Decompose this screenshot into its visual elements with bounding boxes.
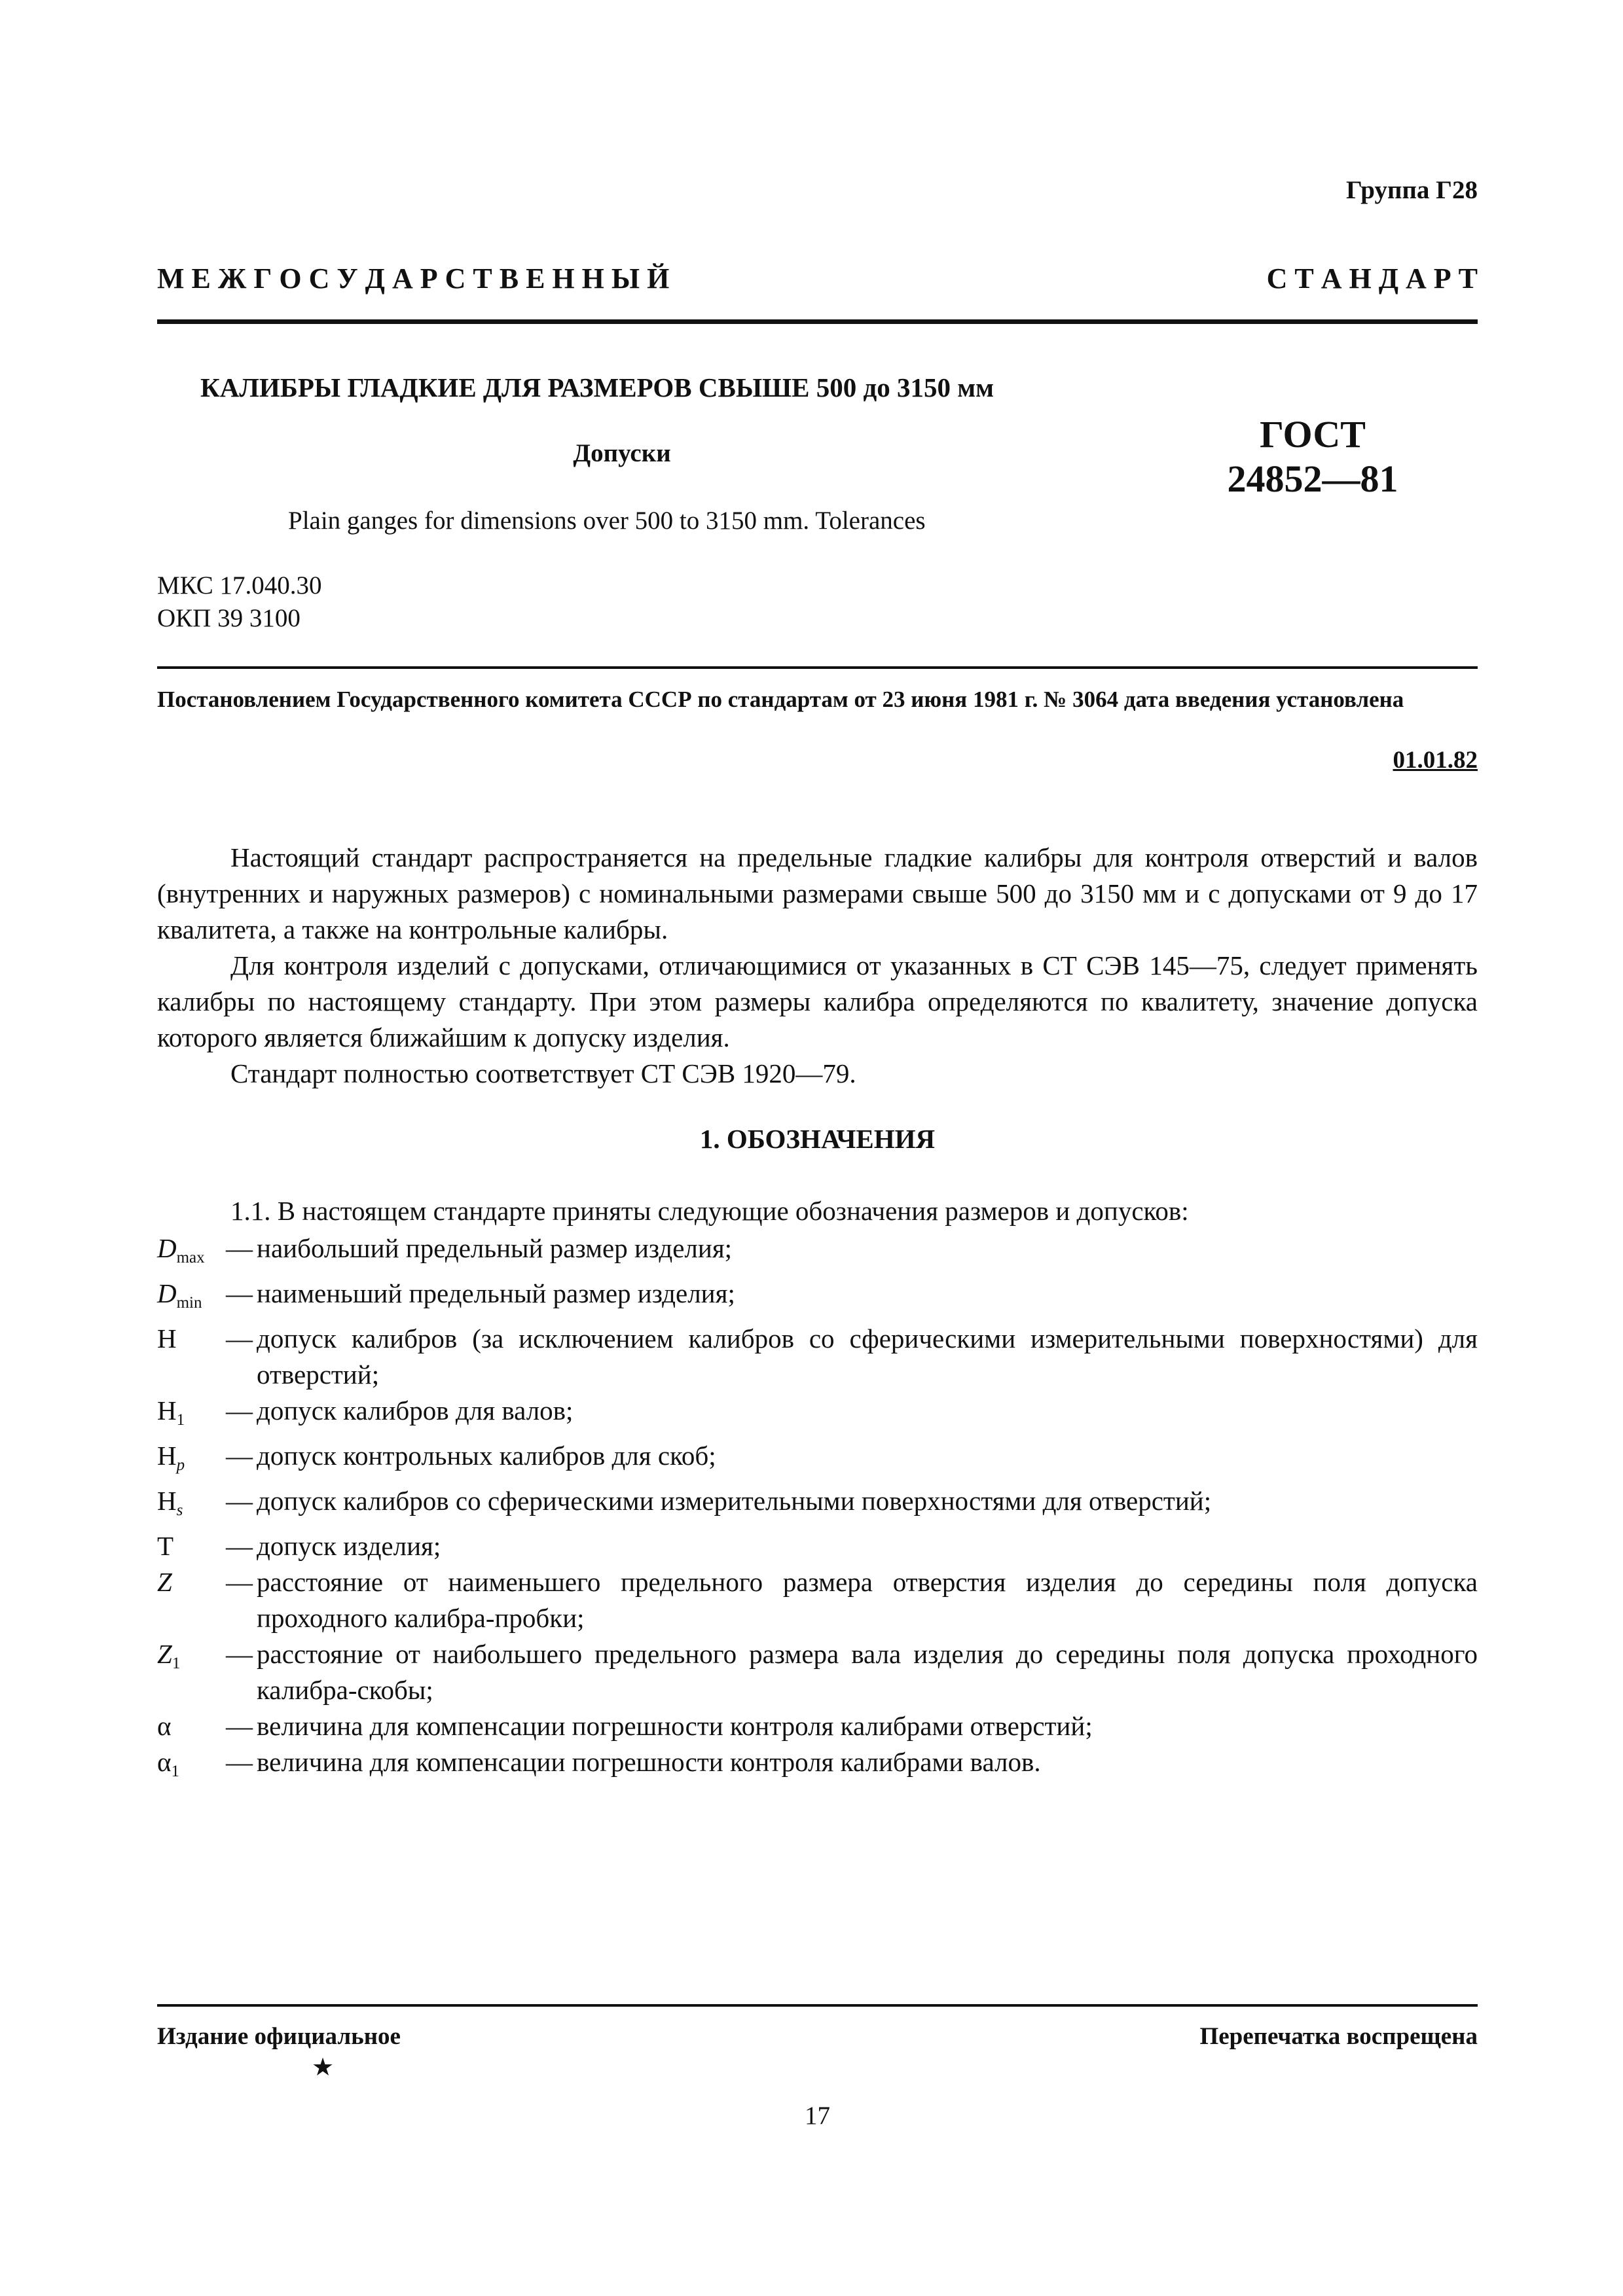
definition-item (157, 1230, 1478, 1276)
definition-symbol: H (157, 1323, 177, 1354)
footer-rule (157, 2004, 1478, 2007)
definition-item (157, 1636, 1478, 1708)
definition-dash: — (226, 1395, 253, 1426)
decree-text: Постановлением Государственного комитета СССР по стандартам от 23 июня 1981 г. № 3064 дата введения установлена (157, 687, 1404, 712)
gost-label: ГОСТ (1260, 413, 1366, 456)
gost-designation (1172, 412, 1453, 501)
star-icon: ★ (312, 2054, 335, 2081)
intro-paragraph-1: Настоящий стандарт распространяется на предельные гладкие калибры для контроля отверстий и валов (внутренних и наружных размеров) с номинальными размерами свыше 500 до 3150 мм и с допусками от 9 до 17 квалитета, а также на контрольные калибры. (157, 842, 1478, 944)
definition-item (157, 1564, 1478, 1636)
definition-text: наибольший предельный размер изделия; (257, 1233, 733, 1263)
definition-item (157, 1321, 1478, 1393)
definition-item (157, 1393, 1478, 1438)
definition-symbol: $H_s$ (157, 1486, 183, 1519)
official-edition: Издание официальное (157, 2023, 401, 2050)
banner-word-standard: С Т А Н Д А Р Т (1266, 262, 1478, 295)
english-title: Plain ganges for dimensions over 500 to 3150 mm. Tolerances (288, 507, 926, 535)
definition-item (157, 1744, 1478, 1789)
definition-text: расстояние от наименьшего предельного размера отверстия изделия до середины поля допуска проходного калибра-пробки; (257, 1567, 1478, 1633)
definition-symbol: $D_{min}$ (157, 1278, 202, 1312)
definition-text: допуск калибров (за исключением калибров со сферическими измерительными поверхностями) для отверстий; (257, 1323, 1478, 1390)
definition-text: наименьший предельный размер изделия; (257, 1278, 735, 1308)
document-title: КАЛИБРЫ ГЛАДКИЕ ДЛЯ РАЗМЕРОВ СВЫШЕ 500 до 3150 мм (200, 372, 994, 403)
intro-paragraph-2: Для контроля изделий с допусками, отличающимися от указанных в СТ СЭВ 145—75, следует применять калибры по настоящему стандарту. При этом размеры калибра определяются по квалитету, значение допуска которого является ближайшим к допуску изделия. (157, 950, 1478, 1052)
definition-item (157, 1483, 1478, 1528)
definition-dash: — (226, 1711, 253, 1741)
introduction-section (157, 840, 1478, 1092)
decree-rule (157, 666, 1478, 669)
group-code: Группа Г28 (1345, 176, 1478, 204)
banner-word-interstate: М Е Ж Г О С У Д А Р С Т В Е Н Н Ы Й (157, 262, 670, 295)
definition-dash: — (226, 1747, 253, 1777)
page-number: 17 (805, 2102, 830, 2130)
document-subtitle: Допуски (573, 439, 671, 467)
definition-text: допуск калибров для валов; (257, 1395, 574, 1426)
header-rule (157, 319, 1478, 324)
definition-symbol: α (157, 1711, 172, 1741)
definition-symbol: $H_1$ (157, 1395, 185, 1429)
interstate-standard-banner (157, 262, 1478, 295)
introduction-date: 01.01.82 (1393, 747, 1478, 774)
definition-text: величина для компенсации погрешности контроля калибрами отверстий; (257, 1711, 1093, 1741)
definition-dash: — (226, 1486, 253, 1516)
definitions-list (157, 1230, 1478, 1789)
definition-item (157, 1438, 1478, 1483)
definition-dash: — (226, 1441, 253, 1471)
mks-code: МКС 17.040.30 (157, 571, 322, 600)
definition-dash: — (226, 1323, 253, 1354)
definition-symbol: $D_{max}$ (157, 1233, 205, 1266)
definition-dash: — (226, 1233, 253, 1263)
reprint-prohibited: Перепечатка воспрещена (1199, 2023, 1478, 2050)
definition-dash: — (226, 1531, 253, 1561)
definition-symbol: $Z_1$ (157, 1639, 181, 1672)
definition-symbol: $H_p$ (157, 1441, 185, 1474)
definition-dash: — (226, 1567, 253, 1597)
definition-item (157, 1528, 1478, 1564)
okp-code: ОКП 39 3100 (157, 604, 301, 632)
section-lead: 1.1. В настоящем стандарте приняты следующие обозначения размеров и допусков: (230, 1196, 1189, 1226)
definition-item (157, 1276, 1478, 1321)
classification-codes (157, 569, 321, 635)
section-heading: 1. ОБОЗНАЧЕНИЯ (699, 1124, 936, 1154)
definition-symbol: Z (157, 1567, 172, 1597)
definition-dash: — (226, 1278, 253, 1308)
definition-text: допуск контрольных калибров для скоб; (257, 1441, 716, 1471)
definition-item (157, 1708, 1478, 1744)
definition-text: допуск изделия; (257, 1531, 441, 1561)
gost-number: 24852—81 (1227, 457, 1398, 500)
definition-symbol: $\alpha_1$ (157, 1747, 179, 1780)
definition-dash: — (226, 1639, 253, 1669)
definition-text: расстояние от наибольшего предельного размера вала изделия до середины поля допуска проходного калибра-скобы; (257, 1639, 1478, 1705)
definition-text: допуск калибров со сферическими измерительными поверхностями для отверстий; (257, 1486, 1212, 1516)
intro-paragraph-3: Стандарт полностью соответствует СТ СЭВ 1920—79. (230, 1058, 856, 1088)
definition-symbol: T (157, 1531, 174, 1561)
definition-text: величина для компенсации погрешности контроля калибрами валов. (257, 1747, 1041, 1777)
